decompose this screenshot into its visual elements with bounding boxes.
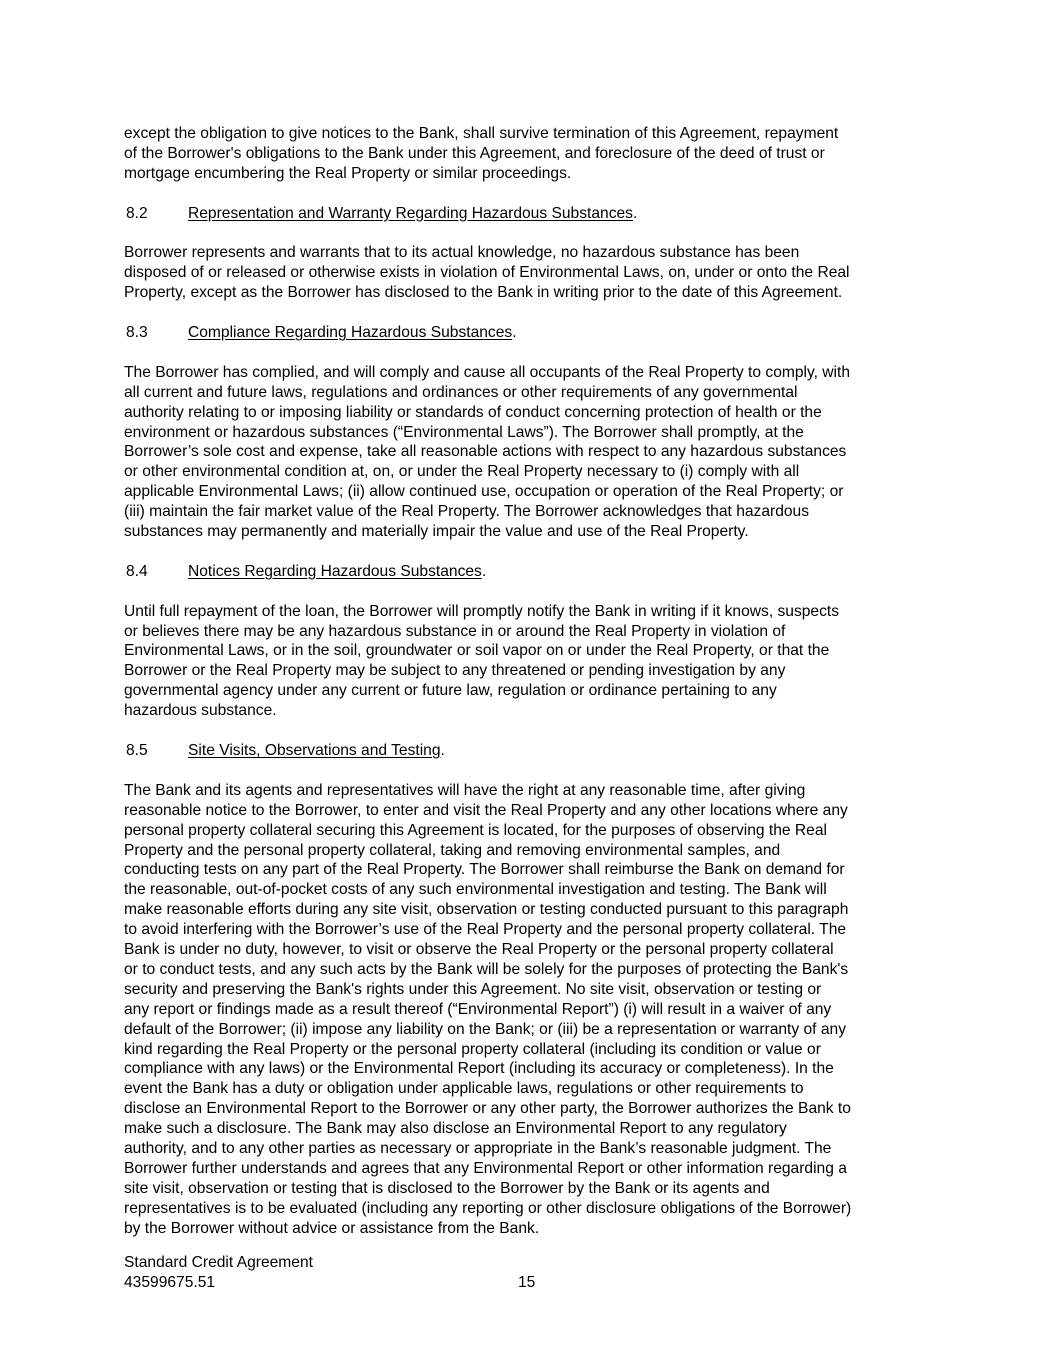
section-heading-8-2 bbox=[124, 204, 936, 224]
title-period: . bbox=[481, 562, 487, 580]
title-period: . bbox=[512, 324, 517, 342]
intro-paragraph: except the obligation to give notices to the Bank, shall survive termination of this Agreement, repayment of the Borrower's obligations to the Bank under this Agreement, and foreclosure of the deed of trust or mortgage encumbering the Real Property or similar proceedings. bbox=[124, 125, 839, 182]
footer-page-number: 15 bbox=[518, 1273, 536, 1291]
section-title-wrap bbox=[188, 323, 517, 343]
footer-doc-id: 43599675.51 bbox=[124, 1273, 216, 1291]
footer-doc-title: Standard Credit Agreement bbox=[124, 1254, 313, 1271]
document-body bbox=[124, 124, 936, 1259]
section-body-8-5: The Bank and its agents and representatives will have the right at any reasonable time, after giving reasonable notice to the Borrower, to enter and visit the Real Property and any other locations where any personal property collateral securing this Agreement is located, for the purposes of observing the Real Property and the personal property collateral, taking and removing environmental samples, and conducting tests on any part of the Real Property. The Borrower shall reimburse the Bank on demand for the reasonable, out-of-pocket costs of any such environmental investigation and testing. The Bank will make reasonable efforts during any site visit, observation or testing conducted pursuant to this paragraph to avoid interfering with the Borrower’s use of the Real Property and the personal property collateral. The Bank is under no duty, however, to visit or observe the Real Property or the personal property collateral or to conduct tests, and any such acts by the Bank will be solely for the purposes of protecting the Bank's security and preserving the Bank's rights under this Agreement. No site visit, observation or testing or any report or findings made as a result thereof (“Environmental Report”) (i) will result in a waiver of any default of the Borrower; (ii) impose any liability on the Bank; or (iii) be a representation or warranty of any kind regarding the Real Property or the personal property collateral (including its condition or value or compliance with any laws) or the Environmental Report (including its accuracy or completeness). In the event the Bank has a duty or obligation under applicable laws, regulations or other requirements to disclose an Environmental Report to the Borrower or any other party, the Borrower authorizes the Bank to make such a disclosure. The Bank may also disclose an Environmental Report to any regulatory authority, and to any other parties as necessary or appropriate in the Bank’s reasonable judgment. The Borrower further understands and agrees that any Environmental Report or other information regarding a site visit, observation or testing that is disclosed to the Borrower by the Bank or its agents and representatives is to be evaluated (including any reporting or other disclosure obligations of the Borrower) by the Borrower without advice or assistance from the Bank. bbox=[124, 781, 852, 1237]
footer-row bbox=[124, 1273, 936, 1293]
section-number: 8.3 bbox=[126, 324, 148, 342]
section-title: Representation and Warranty Regarding Hazardous Substances bbox=[188, 204, 633, 222]
section-body-8-3: The Borrower has complied, and will comply and cause all occupants of the Real Property to comply, with all current and future laws, regulations and ordinances or other requirements of any governmental authority relating to or imposing liability or standards of conduct concerning protection of health or the environment or hazardous substances (“Environmental Laws”). The Borrower shall promptly, at the Borrower’s sole cost and expense, take all reasonable actions with respect to any hazardous substances or other environmental condition at, on, or under the Real Property necessary to (i) comply with all applicable Environmental Laws; (ii) allow continued use, occupation or operation of the Real Property; or (iii) maintain the fair market value of the Real Property. The Borrower acknowledges that hazardous substances may permanently and materially impair the value and use of the Real Property. bbox=[124, 363, 851, 541]
title-period: . bbox=[632, 204, 638, 222]
section-title: Notices Regarding Hazardous Substances bbox=[188, 562, 482, 580]
section-title-wrap bbox=[188, 741, 445, 761]
page-footer bbox=[124, 1253, 936, 1293]
section-number: 8.4 bbox=[126, 562, 148, 580]
section-title: Site Visits, Observations and Testing bbox=[188, 741, 441, 759]
section-title-wrap bbox=[188, 562, 486, 582]
section-number: 8.5 bbox=[126, 741, 148, 759]
section-heading-8-4 bbox=[124, 562, 936, 582]
section-heading-8-3 bbox=[124, 323, 936, 343]
title-period: . bbox=[440, 741, 445, 759]
section-body-8-4: Until full repayment of the loan, the Borrower will promptly notify the Bank in writing if it knows, suspects or believes there may be any hazardous substance in or around the Real Property in violation of Environmental Laws, or in the soil, groundwater or soil vapor on or under the Real Property, or that the Borrower or the Real Property may be subject to any threatened or pending investigation by any governmental agency under any current or future law, regulation or ordinance pertaining to any hazardous substance. bbox=[124, 602, 840, 720]
section-title-wrap bbox=[188, 204, 637, 224]
section-number: 8.2 bbox=[126, 204, 148, 222]
section-title: Compliance Regarding Hazardous Substances bbox=[188, 324, 513, 342]
section-body-8-2: Borrower represents and warrants that to its actual knowledge, no hazardous substance has been disposed of or released or otherwise exists in violation of Environmental Laws, on, under or onto the Real Property, except as the Borrower has disclosed to the Bank in writing prior to the date of this Agreement. bbox=[124, 244, 850, 302]
section-heading-8-5 bbox=[124, 741, 936, 761]
